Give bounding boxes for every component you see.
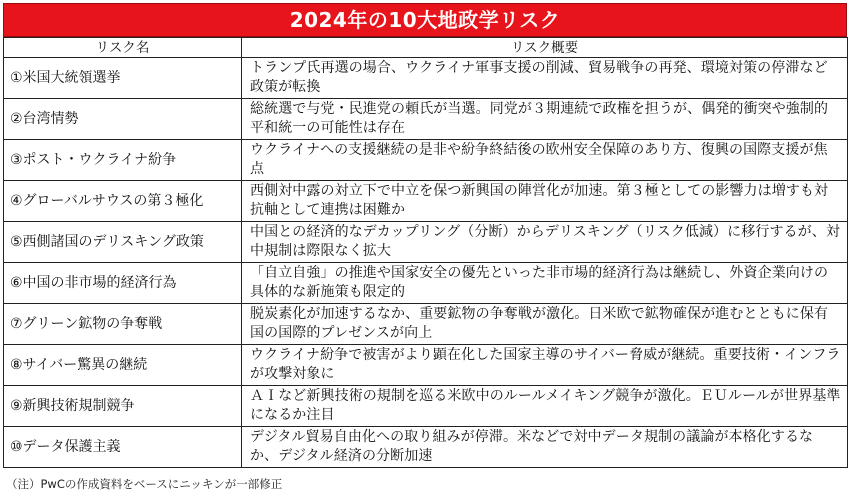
risk-summary: 「自立自強」の推進や国家安全の優先といった非市場的経済行為は継続し、外資企業向けの具体的な新施策も限定的 — [242, 263, 848, 304]
risk-name: ⑨新興技術規制競争 — [4, 386, 242, 427]
table-row — [4, 181, 848, 222]
source-note: （注）PwCの作成資料をベースにニッキンが一部修正 — [6, 477, 283, 491]
table-row — [4, 263, 848, 304]
table-title: 2024年の10大地政学リスク — [3, 3, 847, 37]
table-row — [4, 345, 848, 386]
risk-name: ⑥中国の非市場的経済行為 — [4, 263, 242, 304]
risk-table — [3, 37, 848, 468]
risk-summary: ウクライナへの支援継続の是非や紛争終結後の欧州安全保障のあり方、復興の国際支援が焦点 — [242, 140, 848, 181]
table-row — [4, 99, 848, 140]
risk-summary: トランプ氏再選の場合、ウクライナ軍事支援の削減、貿易戦争の再発、環境対策の停滞など政策が転換 — [242, 58, 848, 99]
header-row — [4, 38, 848, 58]
risk-name: ⑤西側諸国のデリスキング政策 — [4, 222, 242, 263]
table-row — [4, 386, 848, 427]
risk-summary: 脱炭素化が加速するなか、重要鉱物の争奪戦が激化。日米欧で鉱物確保が進むとともに保有国の国際的プレゼンスが向上 — [242, 304, 848, 345]
risk-summary: デジタル貿易自由化への取り組みが停滞。米などで対中データ規制の議論が本格化するなか、デジタル経済の分断加速 — [242, 427, 848, 468]
table-row — [4, 140, 848, 181]
risk-name: ⑧サイバー驚異の継続 — [4, 345, 242, 386]
risk-summary: 中国との経済的なデカップリング（分断）からデリスキング（リスク低減）に移行するが、対中規制は際限なく拡大 — [242, 222, 848, 263]
risk-table-container — [3, 3, 847, 468]
risk-name: ③ポスト・ウクライナ紛争 — [4, 140, 242, 181]
risk-summary: ＡＩなど新興技術の規制を巡る米欧中のルールメイキング競争が激化。ＥＵルールが世界基準になるか注目 — [242, 386, 848, 427]
risk-summary: ウクライナ紛争で被害がより顕在化した国家主導のサイバー脅威が継続。重要技術・インフラが攻撃対象に — [242, 345, 848, 386]
table-row — [4, 304, 848, 345]
table-row — [4, 58, 848, 99]
risk-summary: 西側対中露の対立下で中立を保つ新興国の陣営化が加速。第３極としての影響力は増すも対抗軸として連携は困難か — [242, 181, 848, 222]
risk-name: ④グローバルサウスの第３極化 — [4, 181, 242, 222]
table-row — [4, 222, 848, 263]
risk-name: ⑦グリーン鉱物の争奪戦 — [4, 304, 242, 345]
risk-name: ②台湾情勢 — [4, 99, 242, 140]
header-risk-name: リスク名 — [4, 38, 242, 58]
risk-name: ⑩データ保護主義 — [4, 427, 242, 468]
header-risk-summary: リスク概要 — [242, 38, 848, 58]
risk-summary: 総統選で与党・民進党の頼氏が当選。同党が３期連続で政権を担うが、偶発的衝突や強制的平和統一の可能性は存在 — [242, 99, 848, 140]
risk-name: ①米国大統領選挙 — [4, 58, 242, 99]
table-row — [4, 427, 848, 468]
